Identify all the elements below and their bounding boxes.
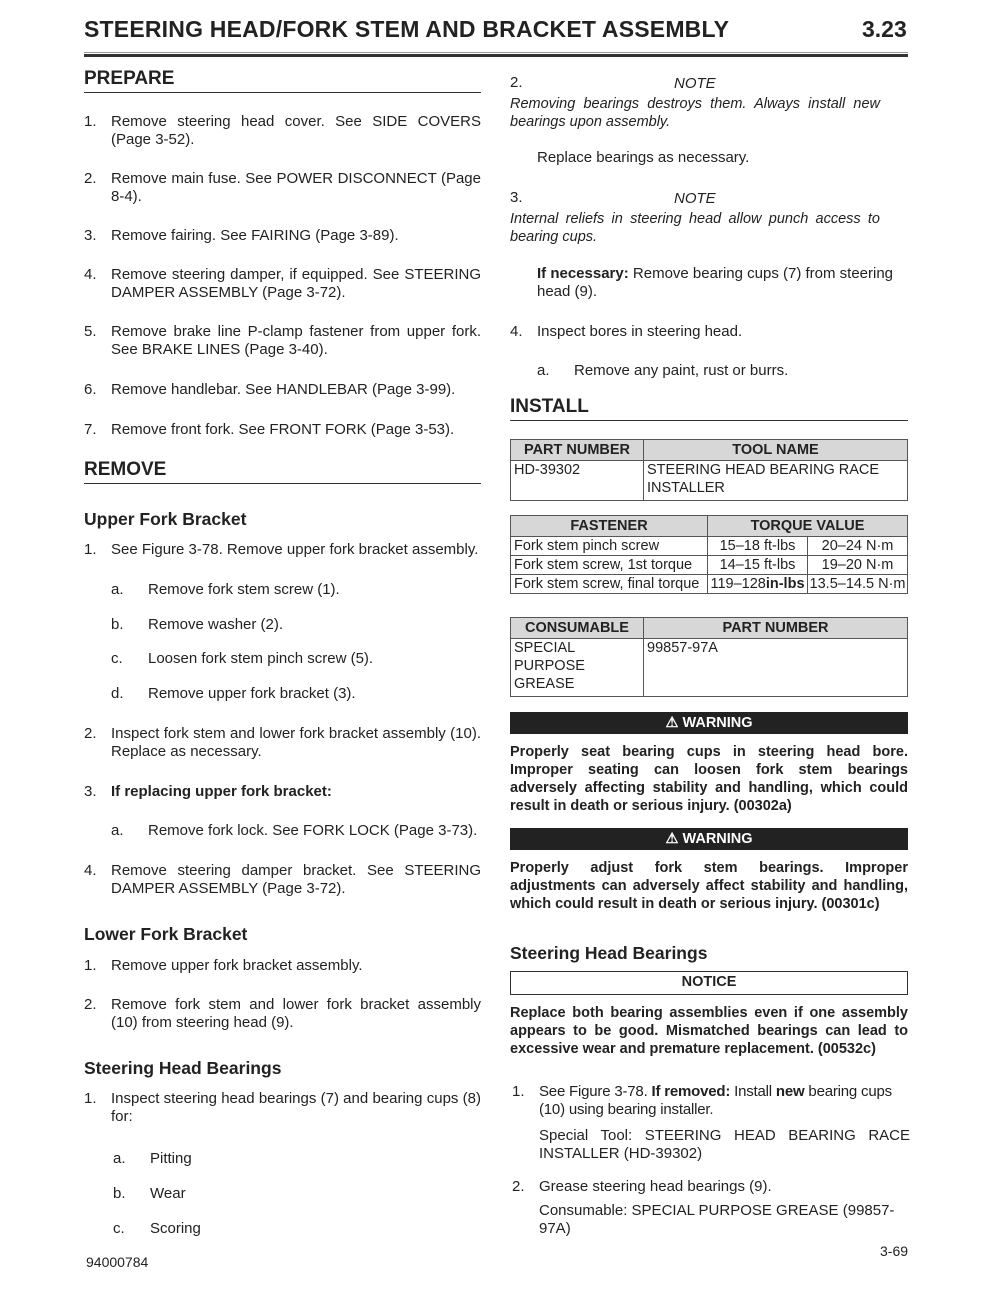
step-number: 2. (510, 74, 523, 91)
list-item: 4. Inspect bores in steering head. (510, 323, 743, 340)
sub-item: b. Remove washer (2). (111, 616, 284, 633)
list-item: 5. Remove brake line P-clamp fastener from upper fork. See BRAKE LINES (Page 3-40). (84, 323, 481, 358)
sub-item: d. Remove upper fork bracket (3). (111, 685, 356, 702)
step-text: If necessary: Remove bearing cups (7) from steering head (9). (537, 265, 894, 300)
page-number: 3-69 (880, 1243, 909, 1259)
tool-table (510, 439, 908, 501)
notice-box: NOTICE (510, 971, 908, 995)
step-number: 2. (512, 1178, 525, 1195)
table-header: CONSUMABLE (511, 618, 644, 639)
list-item: 1. See Figure 3-78. Remove upper fork bracket assembly. (84, 541, 479, 558)
table-cell: 20–24 N·m (808, 537, 908, 556)
table-cell: 19–20 N·m (808, 556, 908, 575)
sub-item: a. Remove fork lock. See FORK LOCK (Page 3-73). (111, 822, 478, 839)
consumable-table (510, 617, 908, 697)
list-item: 2. Inspect fork stem and lower fork bracket assembly (10). Replace as necessary. (84, 725, 481, 760)
lower-fork-bracket-heading: Lower Fork Bracket (84, 924, 248, 944)
table-cell: 13.5–14.5 N·m (808, 575, 908, 594)
table-cell: Fork stem screw, 1st torque (511, 556, 708, 575)
page-title: STEERING HEAD/FORK STEM AND BRACKET ASSEMBLY (84, 16, 730, 42)
list-item: 2. Remove fork stem and lower fork bracket assembly (10) from steering head (9). (84, 996, 481, 1031)
list-item: 1. Remove upper fork bracket assembly. (84, 957, 363, 974)
note-label: NOTE (674, 75, 716, 92)
table-row (511, 639, 908, 697)
table-row (511, 461, 908, 501)
note-text: Internal reliefs in steering head allow punch access to bearing cups. (510, 211, 880, 245)
table-header: FASTENER (511, 516, 708, 537)
table-header: PART NUMBER (511, 440, 644, 461)
note-label: NOTE (674, 190, 716, 207)
table-row (511, 575, 908, 594)
table-header: PART NUMBER (644, 618, 908, 639)
warning-text: Properly seat bearing cups in steering head bore. Improper seating can loosen fork stem bearings adversely affecting stability and handling, which could result in death or serious injury. (00302a) (510, 744, 908, 814)
list-item: 2. Remove main fuse. See POWER DISCONNECT (Page 8-4). (84, 170, 481, 205)
torque-table (510, 515, 908, 594)
list-item: 6. Remove handlebar. See HANDLEBAR (Page 3-99). (84, 381, 456, 398)
consumable-text: Consumable: SPECIAL PURPOSE GREASE (99857-97A) (539, 1202, 895, 1237)
warning-banner: ⚠ WARNING (510, 712, 908, 734)
step-number: 3. (510, 189, 523, 206)
warning-text: Properly adjust fork stem bearings. Improper adjustments can adversely affect stability and handling, which could result in death or serious injury. (00301c) (510, 860, 908, 912)
table-cell: 119–128in-lbs (708, 575, 808, 594)
table-header: TOOL NAME (644, 440, 908, 461)
sub-item: c. Scoring (113, 1220, 201, 1237)
table-row (511, 537, 908, 556)
step-text: See Figure 3-78. If removed: Install new bearing cups (10) using bearing installer. (539, 1083, 892, 1118)
table-cell: 14–15 ft-lbs (708, 556, 808, 575)
header-rule (84, 52, 908, 57)
special-tool-text: Special Tool: STEERING HEAD BEARING RACE INSTALLER (HD-39302) (539, 1127, 910, 1162)
step-text: Replace bearings as necessary. (537, 149, 750, 166)
table-cell: STEERING HEAD BEARING RACE INSTALLER (644, 461, 908, 501)
sub-item: b. Wear (113, 1185, 186, 1202)
steering-head-bearings-heading: Steering Head Bearings (510, 943, 708, 963)
steering-head-bearings-heading: Steering Head Bearings (84, 1058, 282, 1078)
table-row (511, 556, 908, 575)
notice-text: Replace both bearing assemblies even if one assembly appears to be good. Mismatched bearings can lead to excessive wear and premature replacement. (00532c) (510, 1005, 908, 1057)
upper-fork-bracket-heading: Upper Fork Bracket (84, 509, 247, 529)
install-heading: INSTALL (510, 396, 908, 421)
sub-item: a. Remove any paint, rust or burrs. (537, 362, 789, 379)
step-text: Grease steering head bearings (9). (539, 1178, 772, 1195)
note-text: Removing bearings destroys them. Always install new bearings upon assembly. (510, 96, 880, 130)
table-cell: Fork stem screw, final torque (511, 575, 708, 594)
warning-banner: ⚠ WARNING (510, 828, 908, 850)
remove-heading: REMOVE (84, 459, 481, 484)
sub-item: a. Pitting (113, 1150, 192, 1167)
table-cell: 99857-97A (644, 639, 908, 697)
list-item: 3. Remove fairing. See FAIRING (Page 3-89). (84, 227, 399, 244)
step-number: 1. (512, 1083, 525, 1100)
list-item: 1. Inspect steering head bearings (7) and bearing cups (8) for: (84, 1090, 481, 1125)
table-cell: Fork stem pinch screw (511, 537, 708, 556)
table-cell: SPECIAL PURPOSE GREASE (511, 639, 644, 697)
list-item: 7. Remove front fork. See FRONT FORK (Page 3-53). (84, 421, 455, 438)
prepare-heading: PREPARE (84, 68, 481, 93)
list-item: 1. Remove steering head cover. See SIDE COVERS (Page 3-52). (84, 113, 481, 148)
list-item: 4. Remove steering damper, if equipped. See STEERING DAMPER ASSEMBLY (Page 3-72). (84, 266, 481, 301)
list-item: 4. Remove steering damper bracket. See STEERING DAMPER ASSEMBLY (Page 3-72). (84, 862, 481, 897)
sub-item: c. Loosen fork stem pinch screw (5). (111, 650, 374, 667)
sub-item: a. Remove fork stem screw (1). (111, 581, 340, 598)
document-number: 94000784 (86, 1254, 149, 1270)
table-cell: 15–18 ft-lbs (708, 537, 808, 556)
list-item: 3. If replacing upper fork bracket: (84, 783, 332, 800)
table-header: TORQUE VALUE (708, 516, 908, 537)
section-number: 3.23 (862, 16, 907, 42)
table-cell: HD-39302 (511, 461, 644, 501)
